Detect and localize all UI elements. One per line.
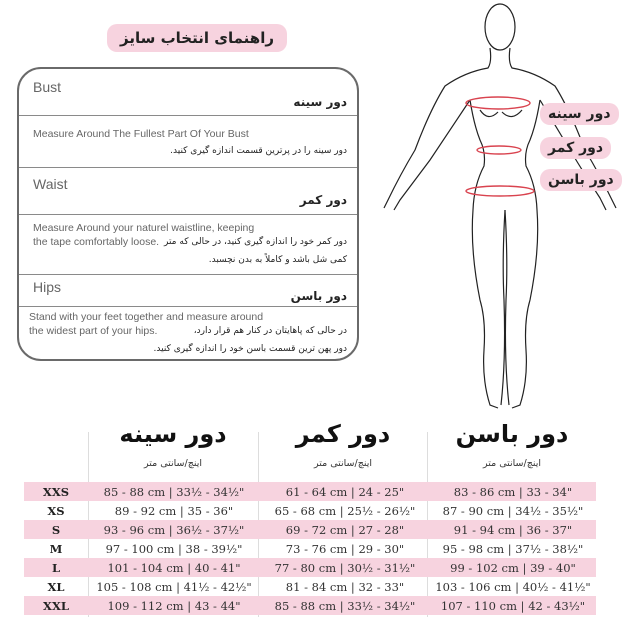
bust-measure-line	[466, 97, 530, 109]
bust-value: 105 - 108 cm | 41½ - 42½"	[96, 579, 252, 594]
hips-value: 91 - 94 cm | 36 - 37"	[453, 522, 573, 537]
size-label: XXS	[42, 484, 70, 499]
hips-column-header	[428, 420, 596, 469]
size-label: M	[49, 541, 63, 556]
hips-value: 103 - 106 cm | 40½ - 41½"	[435, 579, 591, 594]
bust-en-title: Bust	[33, 79, 62, 95]
waist-value: 81 - 84 cm | 32 - 33"	[285, 579, 405, 594]
waist-fa-title: دور کمر	[299, 193, 347, 207]
bust-column-unit: اینچ/سانتی متر	[144, 458, 202, 469]
hips-column-unit: اینچ/سانتی متر	[483, 458, 541, 469]
waist-en-title: Waist	[33, 176, 68, 192]
bust-fa-desc: دور سینه را در پرترین قسمت اندازه گیری کنید.	[170, 146, 347, 156]
waist-value: 77 - 80 cm | 30½ - 31½"	[274, 560, 416, 575]
table-row	[24, 520, 596, 539]
waist-value: 65 - 68 cm | 25½ - 26½"	[274, 503, 416, 518]
waist-description-section	[19, 215, 357, 275]
waist-value: 73 - 76 cm | 29 - 30"	[285, 541, 405, 556]
hips-en-title: Hips	[33, 279, 62, 295]
bust-value: 101 - 104 cm | 40 - 41"	[107, 560, 241, 575]
figure-label-hips: دور باسن	[540, 169, 622, 191]
table-row	[24, 577, 596, 596]
waist-column-title: دور کمر	[295, 420, 391, 448]
table-row	[24, 596, 596, 615]
hips-en-desc: Stand with your feet together and measure around the widest part of your hips.	[29, 311, 264, 337]
waist-heading-section	[19, 168, 357, 215]
measurement-guide	[17, 67, 359, 361]
waist-fa-desc-1: دور کمر خود را اندازه گیری کنید، در حالی که متر	[164, 237, 347, 247]
size-label: XL	[47, 579, 65, 594]
bust-value: 97 - 100 cm | 38 - 39½"	[105, 541, 243, 556]
hips-value: 87 - 90 cm | 34½ - 35½"	[442, 503, 584, 518]
hips-heading-section	[19, 275, 357, 307]
bust-heading-section	[19, 69, 357, 116]
table-row	[24, 482, 596, 501]
bust-value: 89 - 92 cm | 35 - 36"	[114, 503, 234, 518]
hips-value: 107 - 110 cm | 42 - 43½"	[440, 598, 586, 613]
bust-en-desc: Measure Around The Fullest Part Of Your Bust	[33, 128, 249, 140]
hips-value: 83 - 86 cm | 33 - 34"	[453, 484, 573, 499]
waist-value: 85 - 88 cm | 33½ - 34½"	[274, 598, 416, 613]
size-label: XXL	[43, 598, 69, 613]
bust-column-title: دور سینه	[119, 420, 227, 448]
bust-value: 85 - 88 cm | 33½ - 34½"	[103, 484, 245, 499]
table-row	[24, 558, 596, 577]
waist-column-unit: اینچ/سانتی متر	[314, 458, 372, 469]
size-table	[24, 482, 596, 615]
waist-value: 61 - 64 cm | 24 - 25"	[285, 484, 405, 499]
hips-fa-desc-2: دور پهن ترین قسمت باسن خود را اندازه گیری کنید.	[153, 344, 347, 354]
table-row	[24, 539, 596, 558]
hips-value: 95 - 98 cm | 37½ - 38½"	[442, 541, 584, 556]
waist-fa-desc-2: کمی شل باشد و کاملاً به بدن نچسبد.	[208, 255, 347, 265]
figure-label-bust: دور سینه	[540, 103, 619, 125]
bust-value: 93 - 96 cm | 36½ - 37½"	[103, 522, 245, 537]
bust-fa-title: دور سینه	[293, 95, 347, 109]
hips-fa-desc-1: در حالی که پاهایتان در کنار هم قرار دارد،	[193, 326, 347, 336]
bust-column-header	[88, 420, 258, 469]
waist-en-desc: Measure Around your naturel waistline, keeping the tape comfortably loose.	[33, 222, 255, 248]
waist-value: 69 - 72 cm | 27 - 28"	[285, 522, 405, 537]
page-title: راهنمای انتخاب سایز	[107, 24, 287, 52]
bust-description-section	[19, 116, 357, 168]
hips-column-title: دور باسن	[455, 420, 569, 448]
size-label: XS	[47, 503, 65, 518]
table-row	[24, 501, 596, 520]
body-figure	[370, 0, 624, 420]
waist-column-header	[258, 420, 428, 469]
figure-label-waist: دور کمر	[540, 137, 611, 159]
bust-value: 109 - 112 cm | 43 - 44"	[107, 598, 241, 613]
hips-fa-title: دور باسن	[290, 289, 347, 303]
size-label: S	[51, 522, 61, 537]
hips-value: 99 - 102 cm | 39 - 40"	[450, 560, 576, 575]
hips-description-section	[19, 307, 357, 361]
size-label: L	[51, 560, 61, 575]
body-outline-icon	[370, 0, 624, 420]
